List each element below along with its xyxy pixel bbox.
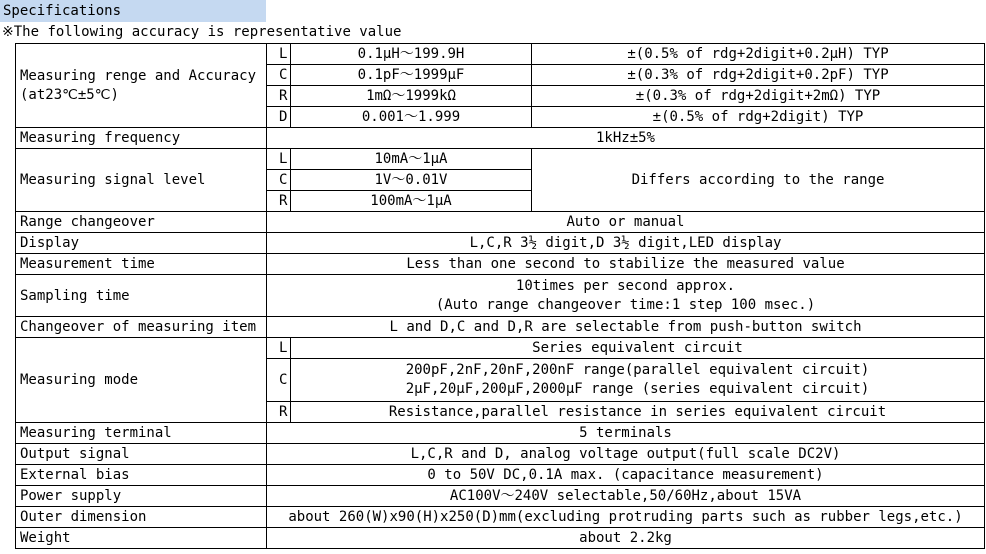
changeover-label: Range changeover [16,212,267,233]
range-sub-C: C [267,65,291,86]
mtime-value: Less than one second to stabilize the measured value [267,254,985,275]
mtime-row [16,254,985,275]
changeover-row [16,212,985,233]
frequency-label: Measuring frequency [16,128,267,149]
display-label: Display [16,233,267,254]
terminal-label: Measuring terminal [16,423,267,444]
range-accuracy-D: ±(0.5% of rdg+2digit) TYP [532,107,985,128]
bias-value: 0 to 50V DC,0.1A max. (capacitance measurement) [267,465,985,486]
item-value: L and D,C and D,R are selectable from push-button switch [267,317,985,338]
mode-C-line1: 200pF,2nF,20nF,200nF range(parallel equivalent circuit) [405,362,870,378]
signal-sub-C: C [267,170,291,191]
range-accuracy-L: ±(0.5% of rdg+2digit+0.2μH) TYP [532,44,985,65]
spec-table [15,43,985,549]
sampling-line1: 10times per second approx. [515,277,736,294]
bias-label: External bias [16,465,267,486]
display-row [16,233,985,254]
display-value: L,C,R 3½ digit,D 3½ digit,LED display [267,233,985,254]
dimension-row [16,507,985,528]
frequency-value: 1kHz±5% [267,128,985,149]
signal-note: Differs according to the range [532,149,985,212]
range-sub-R: R [267,86,291,107]
range-accuracy-C: ±(0.3% of rdg+2digit+0.2pF) TYP [532,65,985,86]
mode-value-L: Series equivalent circuit [291,338,985,359]
signal-value-C: 1V～0.01V [291,170,532,191]
mode-value-C [291,359,985,402]
terminal-row [16,423,985,444]
range-row-L [16,44,985,65]
range-label-line1: Measuring renge and Accuracy [20,67,257,84]
dimension-label: Outer dimension [16,507,267,528]
item-label: Changeover of measuring item [16,317,267,338]
power-label: Power supply [16,486,267,507]
power-value: AC100V～240V selectable,50/60Hz,about 15VA [267,486,985,507]
sampling-line2: (Auto range changeover time:1 step 100 msec.) [435,296,816,313]
mode-value-R: Resistance,parallel resistance in series equivalent circuit [291,402,985,423]
range-sub-D: D [267,107,291,128]
item-row [16,317,985,338]
sampling-row [16,275,985,317]
range-value-D: 0.001～1.999 [291,107,532,128]
mode-sub-L: L [267,338,291,359]
range-value-L: 0.1μH～199.9H [291,44,532,65]
range-sub-L: L [267,44,291,65]
page-title: Specifications [0,0,266,22]
dimension-value: about 260(W)x90(H)x250(D)mm(excluding protruding parts such as rubber legs,etc.) [267,507,985,528]
signal-value-L: 10mA～1μA [291,149,532,170]
changeover-value: Auto or manual [267,212,985,233]
weight-label: Weight [16,528,267,549]
signal-sub-L: L [267,149,291,170]
range-value-R: 1mΩ～1999kΩ [291,86,532,107]
output-value: L,C,R and D, analog voltage output(full scale DC2V) [267,444,985,465]
range-accuracy-R: ±(0.3% of rdg+2digit+2mΩ) TYP [532,86,985,107]
mode-label: Measuring mode [16,338,267,423]
mode-row-L [16,338,985,359]
signal-sub-R: R [267,191,291,212]
mode-C-line2: 2μF,20μF,200μF,2000μF range (series equivalent circuit) [405,381,870,397]
bias-row [16,465,985,486]
frequency-row [16,128,985,149]
mode-sub-C: C [267,359,291,402]
weight-row [16,528,985,549]
signal-row-L [16,149,985,170]
signal-value-R: 100mA～1μA [291,191,532,212]
output-label: Output signal [16,444,267,465]
weight-value: about 2.2kg [267,528,985,549]
signal-label: Measuring signal level [16,149,267,212]
mtime-label: Measurement time [16,254,267,275]
sampling-value [267,275,985,317]
power-row [16,486,985,507]
range-value-C: 0.1pF～1999μF [291,65,532,86]
accuracy-note: ※The following accuracy is representative value [2,24,402,40]
range-label-line2: (at23℃±5℃) [20,86,119,103]
terminal-value: 5 terminals [267,423,985,444]
range-label [16,44,267,128]
mode-sub-R: R [267,402,291,423]
sampling-label: Sampling time [16,275,267,317]
output-row [16,444,985,465]
